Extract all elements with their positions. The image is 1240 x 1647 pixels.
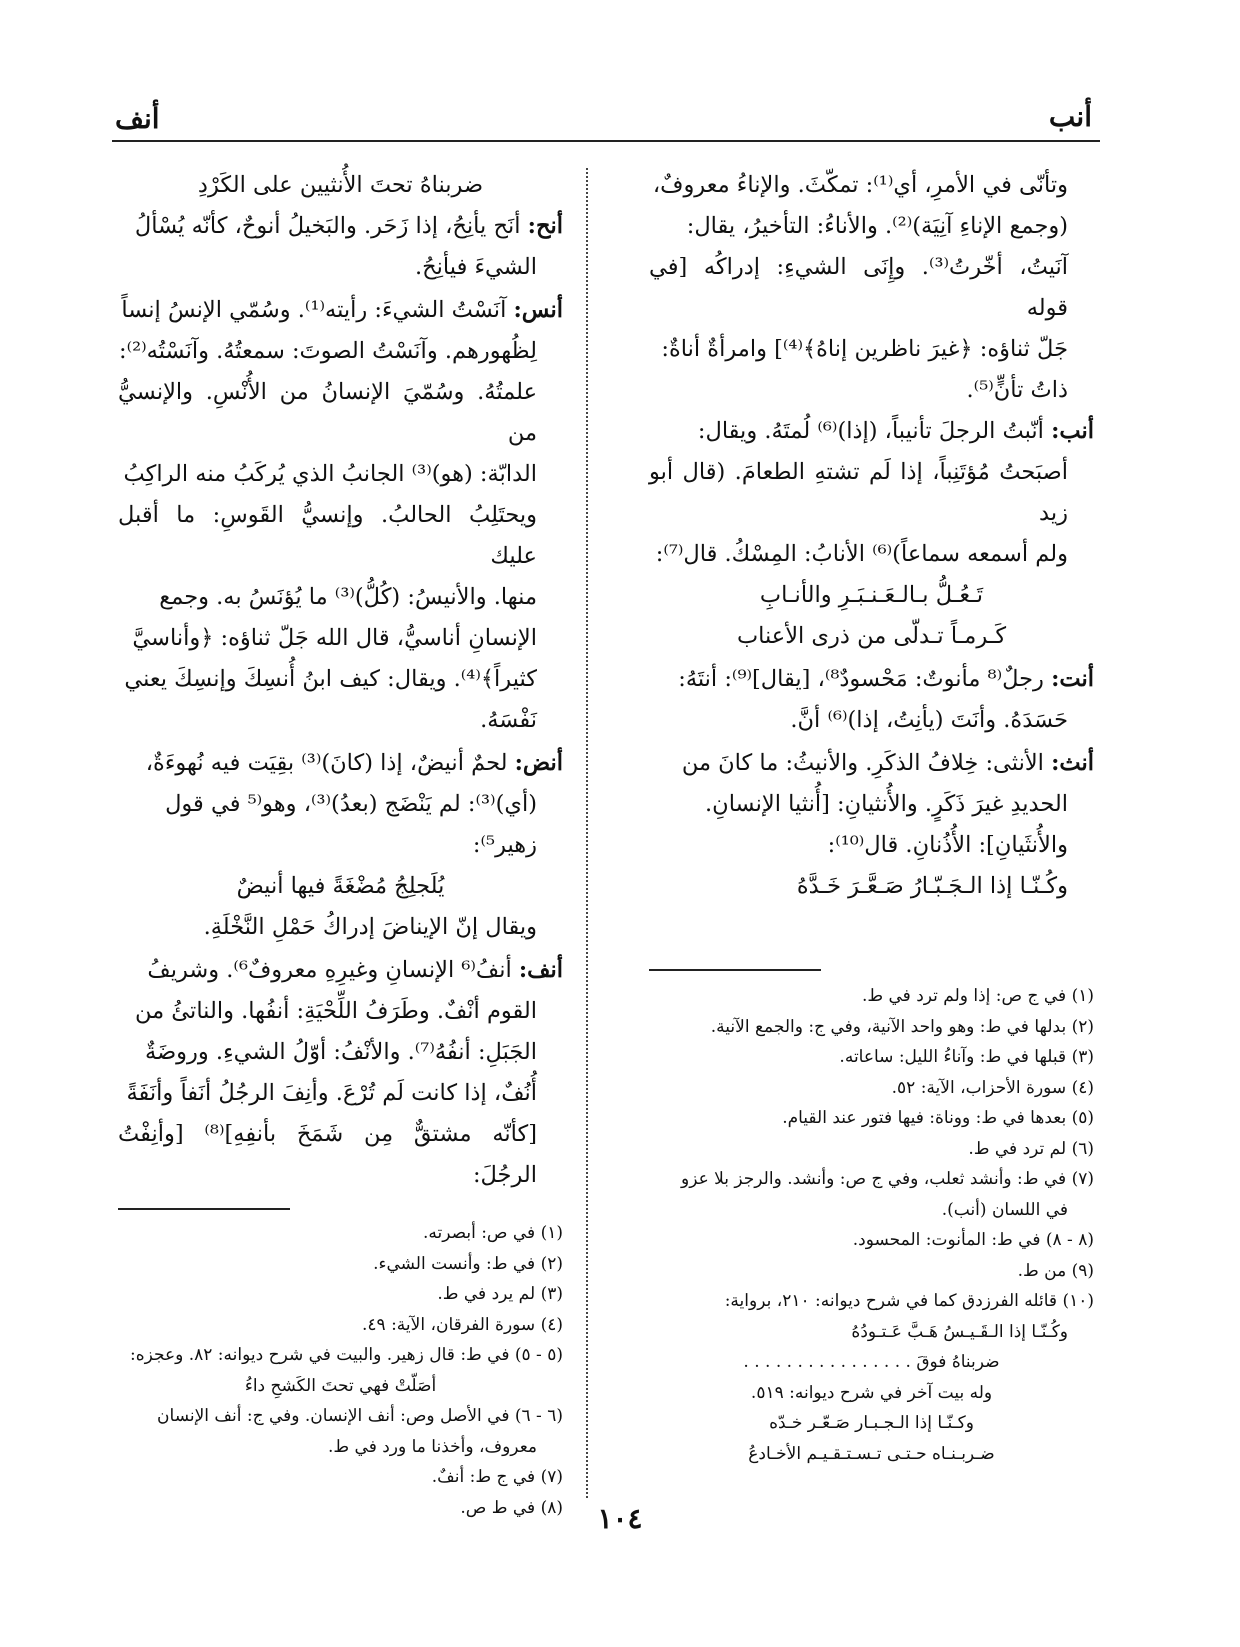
entry-text: رجلٌ⁽⁸ مأنوتٌ: مَحْسودٌ⁸⁾، [يقال]⁽⁹⁾: أنتَهُ: [678, 666, 1052, 692]
text-line: كثيراً﴾⁽⁴⁾. ويقال: كيف ابنُ أُنسِكَ وإنسِكَ يعني [124, 666, 537, 692]
footnote: (١) في ج ص: إذا ولم ترد في ط. [861, 986, 1094, 1006]
running-head-right: أنب [1048, 100, 1092, 133]
footnote: (٧) في ط: وأنشد ثعلب، وفي ج ص: وأنشد. والرجز بلا عزو [681, 1169, 1094, 1189]
running-head-left: أنف [115, 102, 160, 135]
entry-text: الأنثى: خِلافُ الذكَرِ. والأنيثُ: ما كانَ من [681, 750, 1052, 776]
entry-headword: أنح: [527, 213, 563, 239]
entry-headword: أنث: [1051, 750, 1094, 776]
text-line: علمتُهُ. وسُمّيَ الإنسانُ من الأُنْسِ. والإنسيُّ من [118, 379, 537, 446]
entry-text: أنفُ⁽⁶ الإنسانِ وغيرِهِ معروفٌ⁶⁾. وشريفُ [147, 957, 519, 983]
entry-anas [118, 290, 563, 741]
left-footnotes [118, 1218, 563, 1523]
footnote: (٨) في ط ص. [460, 1497, 563, 1518]
footnote: (٥ - ٥) في ط: قال زهير. والبيت في شرح ديوانه: ٨٢. وعجزه: [129, 1345, 563, 1365]
text-line: الشيءَ فيأنِحُ. [414, 254, 537, 280]
entry-anab [649, 411, 1094, 657]
entry-first-line [649, 659, 1094, 700]
footnote: (١٠) قائله الفرزدق كما في شرح ديوانه: ٢١٠، برواية: [724, 1291, 1094, 1311]
text-line: القوم أنْفٌ. وطَرَفُ اللِّحْيَةِ: أنفُها. والناتئُ من [134, 998, 537, 1024]
footnote-continuation: معروف، وأخذنا ما ورد في ط. [328, 1436, 537, 1457]
entry-headword: أنف: [518, 957, 563, 983]
footnote: (٢) بدلها في ط: وهو واحد الآنية، وفي ج: والجمع الآنية. [710, 1016, 1094, 1037]
entry-headword: أنب: [1051, 418, 1094, 444]
verse-line: كَـرمـاً تـدلّى من ذرى الأعناب [736, 623, 1007, 649]
text-line: والأُنثَيانِ]: الأُذُنانِ. قال⁽¹⁰⁾: [827, 832, 1068, 858]
entry-text: آنَسْتُ الشيءَ: رأيته⁽¹⁾. وسُمّي الإنسُ إنساً [121, 297, 514, 323]
entry-first-line [118, 743, 563, 784]
footnote: (٥) بعدها في ط: ووناة: فيها فتور عند القيام. [782, 1108, 1094, 1128]
text-line: (أي)⁽³⁾: لم يَنْضَج (بعدُ)⁽³⁾، وهو⁽⁵ في قول [165, 791, 537, 817]
text-line: أُنُفٌ، إذا كانت لَم تُرْعَ. وأنِفَ الرجُلُ أنَفاً وأنَفَةً [126, 1080, 537, 1106]
verse-line: ضربناهُ تحتَ الأُنثيين على الكَرْدِ [197, 172, 484, 198]
footnote-verse: أصَلّتْ فهي تحتَ الكَشحِ داءُ [244, 1375, 437, 1396]
entry-anah [118, 206, 563, 288]
entry-first-line [118, 950, 563, 991]
text-line: ولم أسمعه سماعاً)⁽⁶⁾ الأنابُ: المِسْكُ. قال⁽⁷⁾: [655, 541, 1068, 567]
right-main-text [649, 165, 1094, 907]
page-number: ١٠٤ [597, 1502, 643, 1535]
footnote: (١) في ص: أبصرته. [422, 1223, 563, 1243]
text-line: الدابّة: (هو)⁽³⁾ الجانبُ الذي يُركَبُ منه الراكِبُ [123, 461, 537, 487]
footnote-continuation: في اللسان (أنب). [941, 1199, 1068, 1220]
footnote-verse: وكُـنّـا إذا الـقَـيـسُ هَـبَّ عَـتـودُهُ [851, 1321, 1068, 1342]
footnote-verse: ضـربـنـاه حـتـى تـسـتـقـيـم الأخـادعُ [748, 1443, 995, 1464]
entry-text: لحمٌ أنيضٌ، إذا (كانَ)⁽³⁾ بقِيَت فيه نُهوءَةٌ، [145, 750, 515, 776]
footnote: (٣) لم يرد في ط. [437, 1284, 563, 1304]
footnote: (٦) لم ترد في ط. [968, 1138, 1094, 1159]
column-divider [586, 168, 588, 1498]
text-line: حَسَدَهُ. وأنَتَ (يأنِتُ، إذا)⁽⁶⁾ أنَّ. [790, 707, 1068, 733]
right-footnotes [649, 981, 1094, 1469]
text-line: الجَبَلِ: أنفُهُ⁽⁷⁾. والأنْفُ: أوّلُ الشيءِ. وروضَةٌ [145, 1039, 537, 1065]
entry-headword: أنض: [514, 750, 563, 776]
left-main-text [118, 165, 563, 1196]
entry-headword: أنت: [1051, 666, 1094, 692]
text-line: ذاتُ تأنٍّ⁽⁵⁾. [966, 377, 1068, 403]
entry-first-line [118, 206, 563, 247]
entry-headword: أنس: [513, 297, 563, 323]
footnote: (٩) من ط. [1017, 1260, 1094, 1281]
footnote: (٢) في ط: وأنست الشيء. [373, 1253, 563, 1274]
footnote-continuation: وله بيت آخر في شرح ديوانه: ٥١٩. [750, 1382, 993, 1403]
verse-line: وكُـنّـا إذا الـجَـبّـارُ صَـعَّـرَ خَـدَّهُ [796, 873, 1068, 899]
text-line: منها. والأنيسُ: (كُلُّ)⁽³⁾ ما يُؤنَسُ به. وجمع [159, 584, 537, 610]
entry-anad [118, 743, 563, 948]
text-line: زهير⁵⁾: [472, 832, 537, 858]
right-column [649, 165, 1094, 1469]
text-line: لِظُهورهم. وآنَسْتُ الصوتَ: سمعتُهُ. وآنَسْتُه⁽²⁾: [118, 338, 537, 364]
footnote: (٤) سورة الأحزاب، الآية: ٥٢. [891, 1077, 1094, 1098]
footnote: (٧) في ج ط: أنفٌ. [431, 1467, 563, 1487]
entry-text: أنَح يأنِحُ، إذا زَحَر. والبَخيلُ أنوحٌ، كأنّه يُسْألُ [134, 213, 528, 239]
text-line: أصبَحتُ مُؤتَنِباً، إذا لَم تشتهِ الطعامَ. (قال أبو زيد [649, 459, 1068, 526]
text-line: الحديدِ غيرَ ذَكَرٍ. والأُنثيانِ: [أُنثيا الإنسانِ. [705, 791, 1068, 817]
text-line: الإنسانِ أناسيُّ، قال الله جَلّ ثناؤه: ﴿وأناسيَّ [132, 625, 537, 651]
entry-anath [649, 743, 1094, 907]
verse-line: تَـعُـلُّ بـالـعَـنـبَـرِ والأنـابِ [759, 582, 984, 608]
entry-text: أنّبتُ الرجلَ تأنيباً، (إذا)⁽⁶⁾ لُمتَهُ. ويقال: [697, 418, 1052, 444]
entry-first-line [118, 290, 563, 331]
footnote: (٨ - ٨) في ط: المأنوت: المحسود. [852, 1230, 1094, 1250]
header-rule [112, 140, 1100, 142]
text-line: جَلّ ثناؤه: ﴿غيرَ ناظرين إناهُ﴾⁽⁴⁾] وامرأةٌ أناةٌ: [661, 336, 1068, 362]
footnote: (٤) سورة الفرقان، الآية: ٤٩. [362, 1314, 563, 1335]
text-line: (وجمع الإناءِ آنِيَة)⁽²⁾. والأناءُ: التأخيرُ، يقال: [686, 213, 1068, 239]
left-column [118, 165, 563, 1523]
footnote-verse: وكـنّـا إذا الـجـبـار صَـعّـر خـدّه [769, 1413, 974, 1433]
text-line: ويحتَلِبُ الحالبُ. وإنسيُّ القَوسِ: ما أقبل عليك [118, 502, 537, 569]
intro-paragraph [649, 165, 1094, 411]
footnote: (٣) قبلها في ط: وآناءُ الليل: ساعاته. [839, 1047, 1094, 1067]
text-line: ويقال إنّ الإيناضَ إدراكُ حَمْلِ النَّخْلَةِ. [203, 914, 537, 940]
verse-line: يُلَجلِجُ مُضْغَةً فيها أنيضٌ [236, 873, 445, 899]
text-line: نَفْسَهُ. [480, 707, 537, 733]
text-line: آنَيتُ، أخّرتُ⁽³⁾. وإِنَى الشيءِ: إدراكُه [في قوله [649, 254, 1069, 321]
footnote-verse: ضربناهُ فوقَ . . . . . . . . . . . . . . . . [743, 1352, 1000, 1372]
entry-first-line [649, 411, 1094, 452]
entry-anf [118, 950, 563, 1196]
text-line: وتأنّى في الأمرِ، أي⁽¹⁾: تمكّثَ. والإناءُ معروفٌ، [652, 172, 1068, 198]
footnote: (٦ - ٦) في الأصل وص: أنف الإنسان. وفي ج: أنف الإنسان [157, 1406, 563, 1426]
entry-anat [649, 659, 1094, 741]
entry-first-line [649, 743, 1094, 784]
text-line: [كأنّه مشتقٌّ مِن شَمَخَ بأنفِهِ]⁽⁸⁾ [وأنِفْتُ الرجُلَ: [118, 1121, 538, 1188]
